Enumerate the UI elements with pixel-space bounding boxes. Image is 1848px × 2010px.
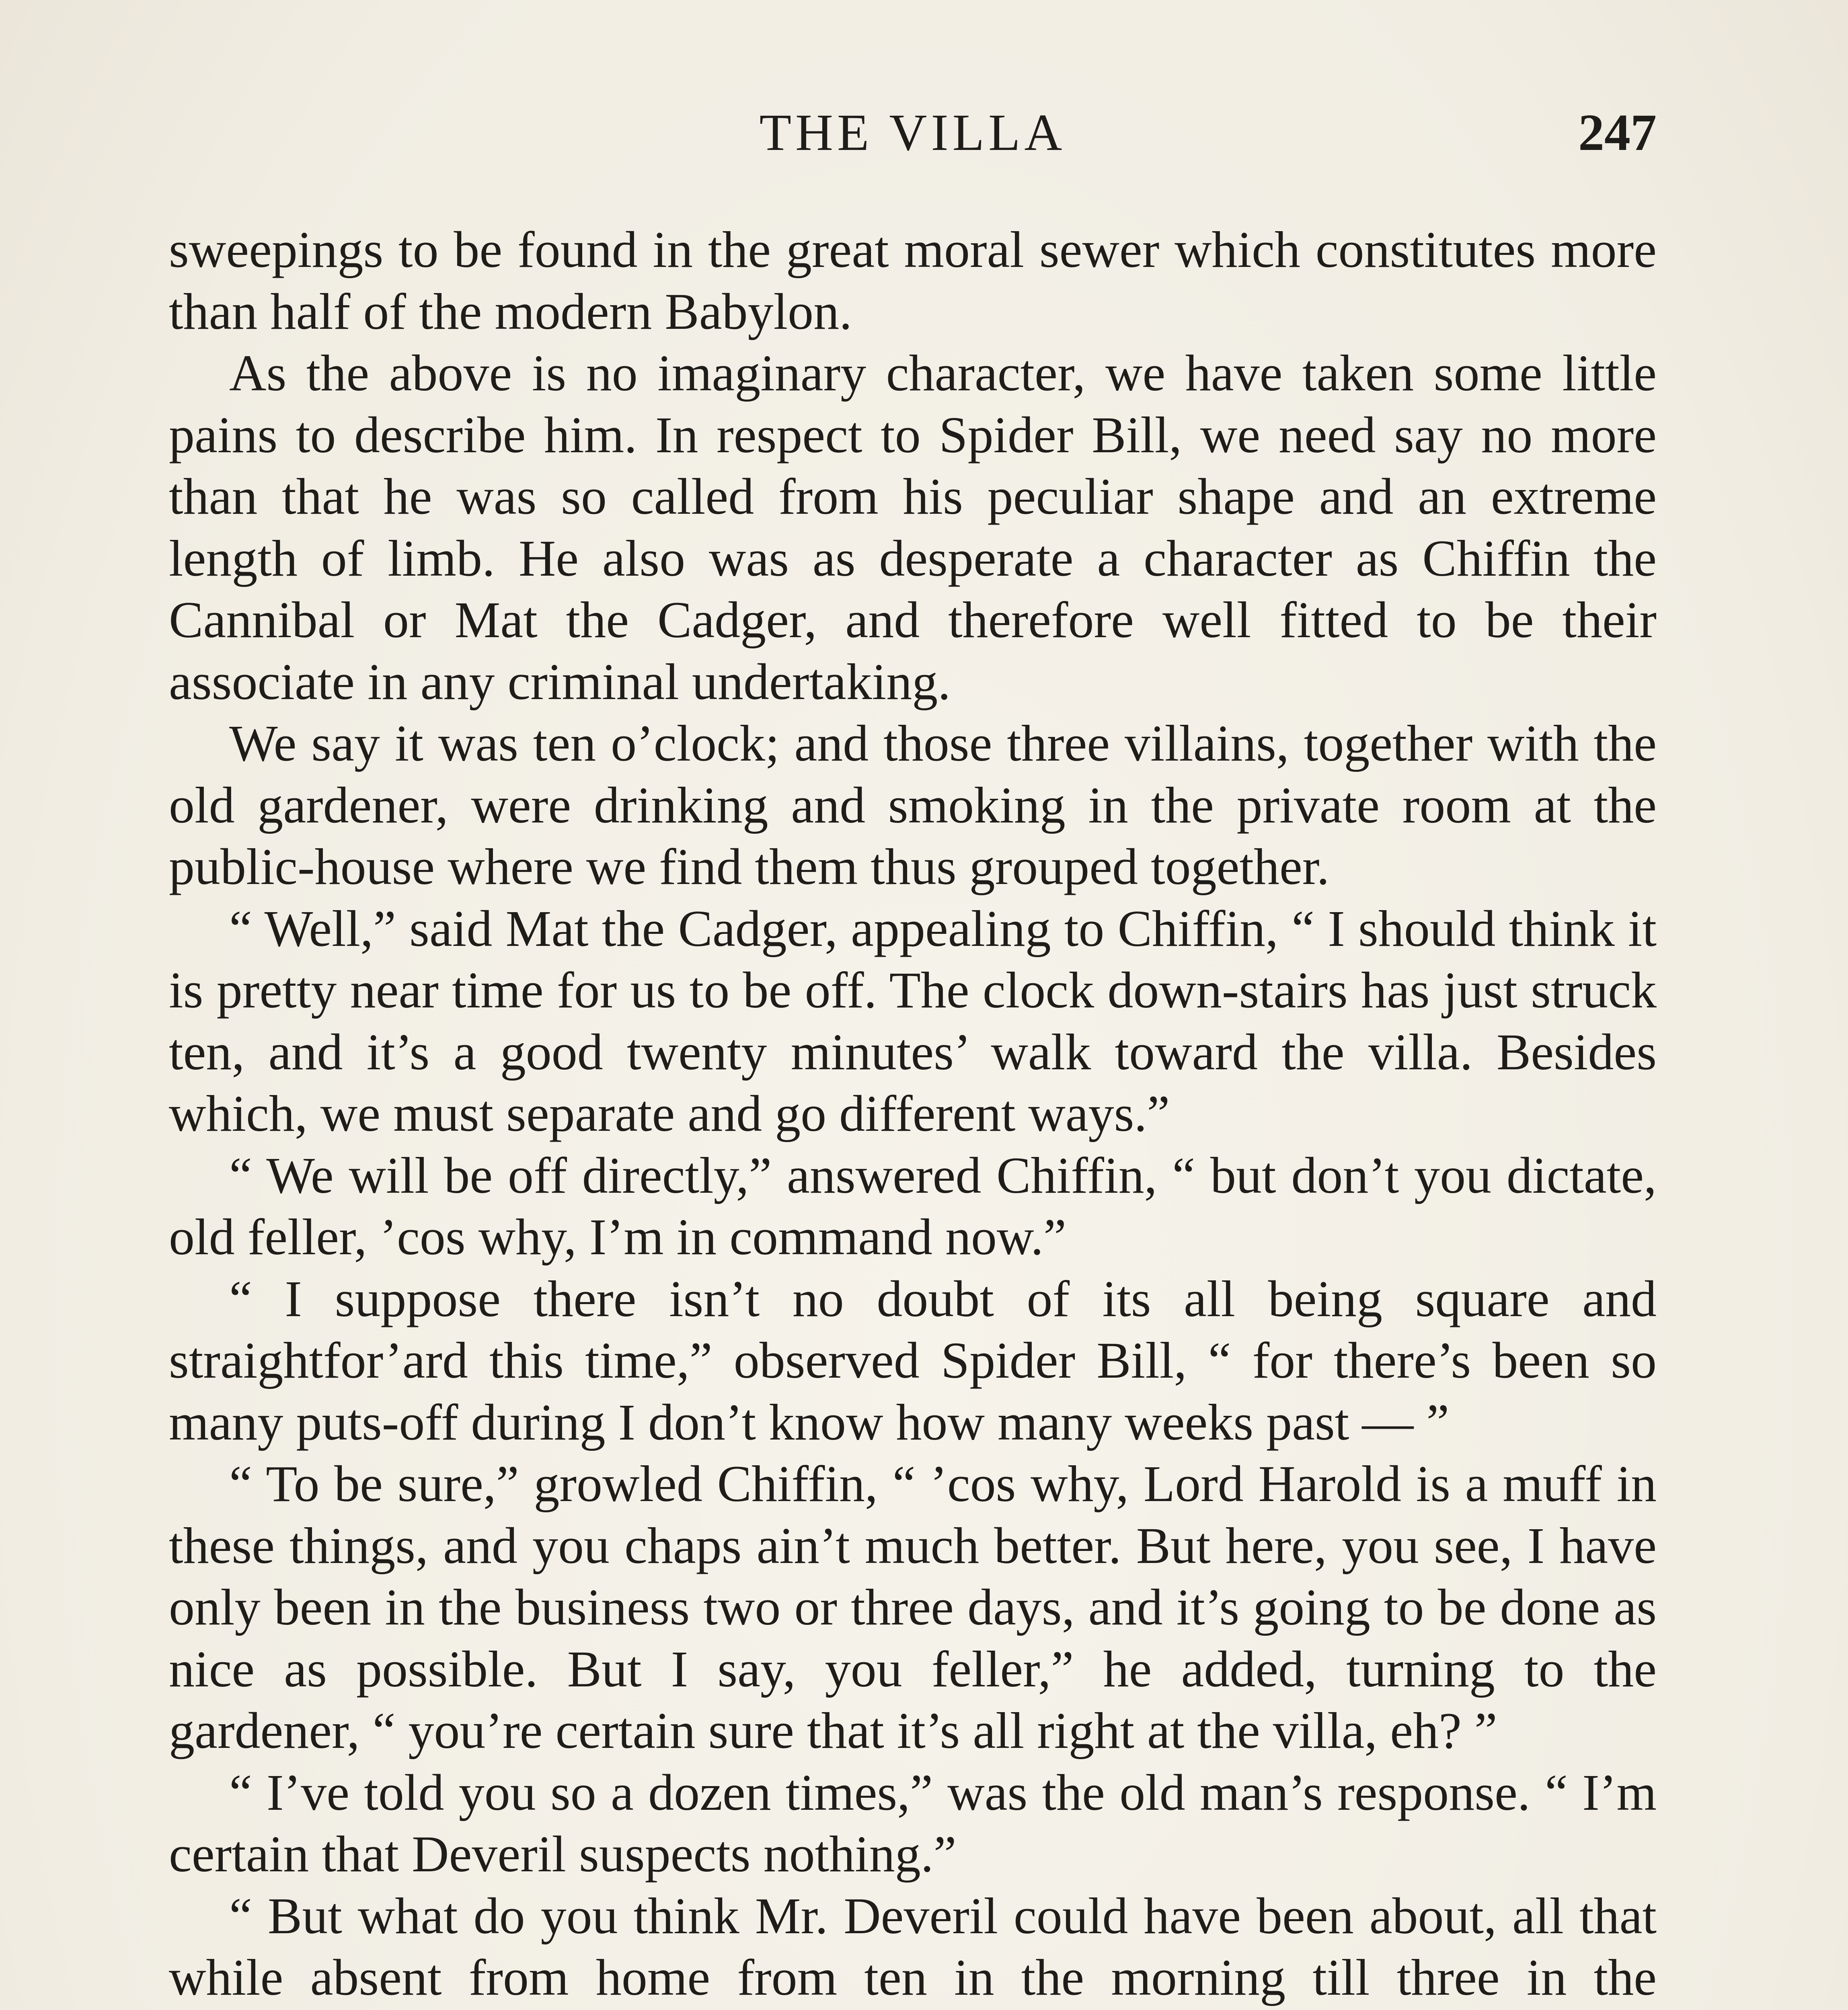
paragraph: “ To be sure,” growled Chiffin, “ ’cos why, Lord Harold is a muff in these things, and you chaps ain’t much better. But here, you see, I have only been in the business two or three days, and it’s going to be done as nice as possible. But I say, you feller,” he added, turning to the gardener, “ you’re certain sure that it’s all right at the villa, eh? ” bbox=[169, 1455, 1657, 1759]
paragraph: “ We will be off directly,” answered Chiffin, “ but don’t you dictate, old feller, ’cos why, I’m in command now.” bbox=[169, 1147, 1657, 1265]
paragraph: “ Well,” said Mat the Cadger, appealing to Chiffin, “ I should think it is pretty near time for us to be off. The clock down-stairs has just struck ten, and it’s a good twenty minutes’ walk toward the villa. Besides which, we must separate and go different ways.” bbox=[169, 900, 1657, 1142]
paragraph: We say it was ten o’clock; and those three villains, together with the old gardener, were drinking and smoking in the private room at the public-house where we find them thus grouped together. bbox=[169, 715, 1657, 895]
paragraph: sweepings to be found in the great moral sewer which constitutes more than half of the modern Babylon. bbox=[169, 221, 1657, 340]
paragraph: “ I’ve told you so a dozen times,” was the old man’s response. “ I’m certain that Deveril suspects nothing.” bbox=[169, 1764, 1657, 1883]
page-number: 247 bbox=[1578, 104, 1657, 162]
body-text bbox=[169, 219, 1657, 2010]
paragraph: “ But what do you think Mr. Deveril could have been about, all that while absent from home from ten in the morning till three in the bbox=[169, 1887, 1657, 2006]
running-title: THE VILLA bbox=[759, 104, 1066, 162]
running-head bbox=[169, 100, 1657, 165]
paragraph: “ I suppose there isn’t no doubt of its all being square and straightfor’ard this time,” observed Spider Bill, “ for there’s been so many puts-off during I don’t know how many weeks past — ” bbox=[169, 1270, 1657, 1451]
paragraph: As the above is no imaginary character, we have taken some little pains to describe him. In respect to Spider Bill, we need say no more than that he was so called from his peculiar shape and an extreme length of limb. He also was as desperate a character as Chiffin the Cannibal or Mat the Cadger, and therefore well fitted to be their associate in any criminal undertaking. bbox=[169, 345, 1657, 710]
